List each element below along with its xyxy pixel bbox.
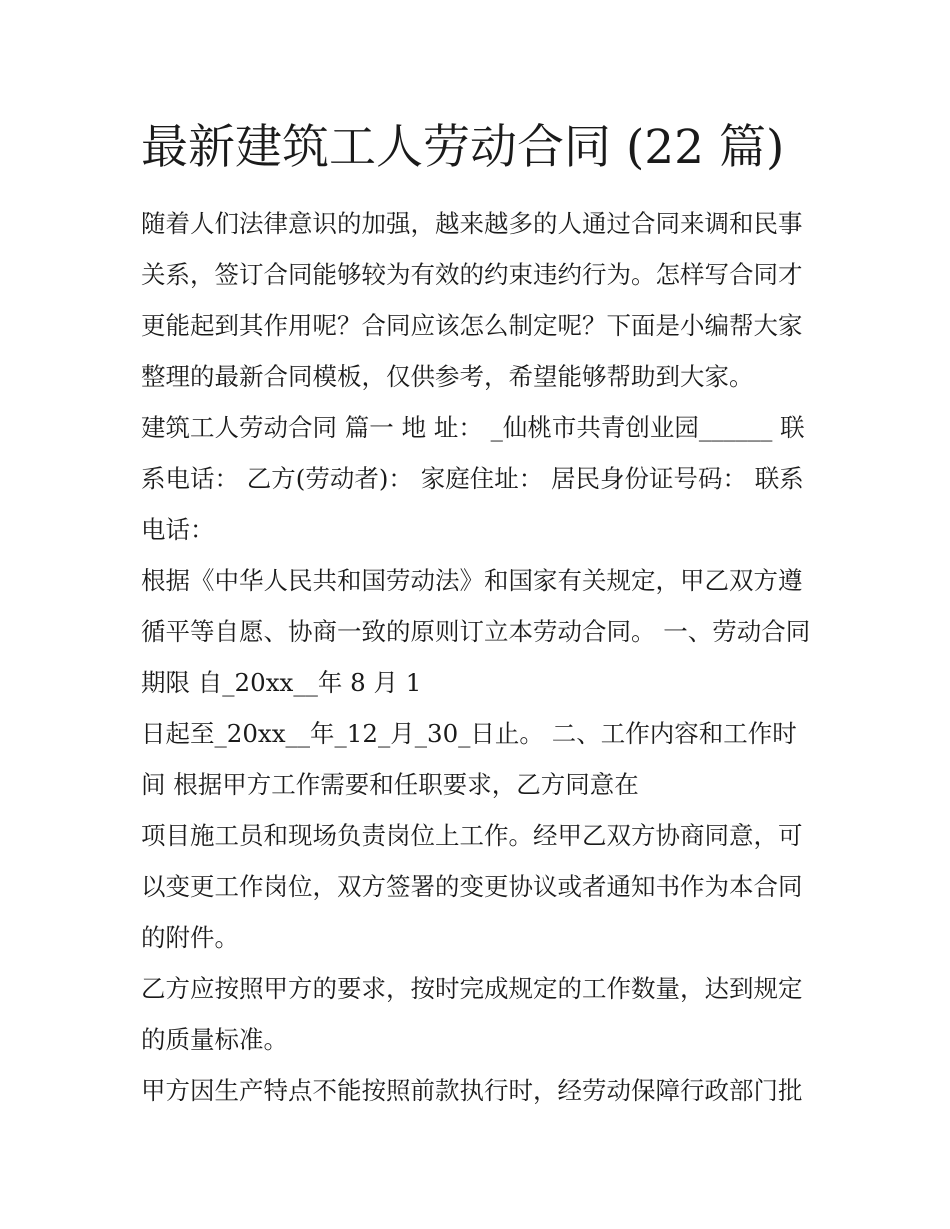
paragraph-contract-term: 根据《中华人民共和国劳动法》和国家有关规定，甲乙双方遵循平等自愿、协商一致的原则订立本劳动合同。 一、劳动合同期限 自_20xx__年 8 月 1 — [141, 566, 811, 697]
document-page — [141, 112, 813, 1116]
paragraph-work-requirements: 乙方应按照甲方的要求，按时完成规定的工作数量，达到规定的质量标准。 — [141, 974, 803, 1054]
paragraph-party-info: 建筑工人劳动合同 篇一 地 址： _仙桃市共青创业园______ 联系电话： 乙方(劳动者)： 家庭住址： 居民身份证号码： 联系电话： — [141, 413, 805, 544]
paragraph-exception: 甲方因生产特点不能按照前款执行时，经劳动保障行政部门批 — [141, 1076, 803, 1105]
document-title: 最新建筑工人劳动合同 (22 篇) — [141, 120, 785, 175]
document-body — [141, 198, 813, 1116]
paragraph-intro: 随着人们法律意识的加强，越来越多的人通过合同来调和民事关系，签订合同能够较为有效的约束违约行为。怎样写合同才更能起到其作用呢？合同应该怎么制定呢？下面是小编帮大家整理的最新合同模板，仅供参考，希望能够帮助到大家。 — [141, 209, 803, 391]
paragraph-job-position: 项目施工员和现场负责岗位上工作。经甲乙双方协商同意，可以变更工作岗位，双方签署的变更协议或者通知书作为本合同的附件。 — [141, 821, 803, 952]
paragraph-work-content: 日起至_20xx__年_12_月_30_日止。 二、工作内容和工作时间 根据甲方工作需要和任职要求，乙方同意在 — [141, 719, 797, 799]
